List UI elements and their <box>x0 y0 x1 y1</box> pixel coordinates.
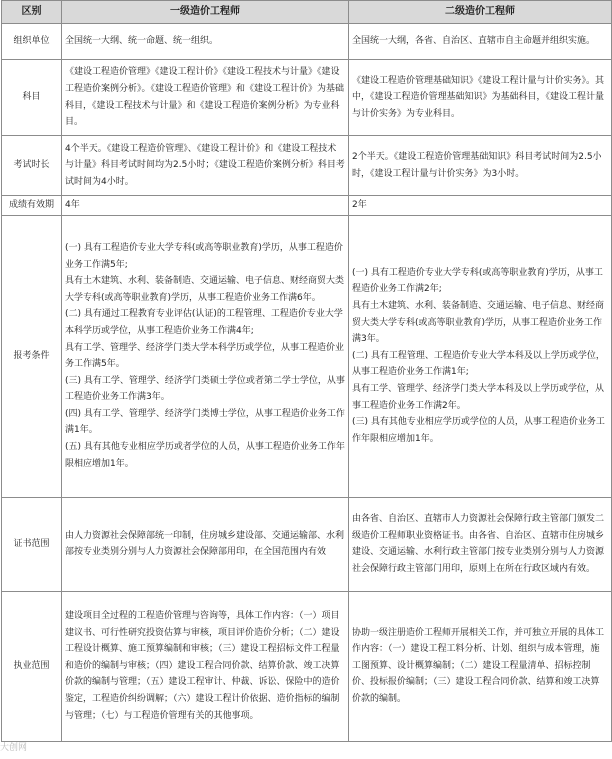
header-difference: 区别 <box>2 1 62 24</box>
level2-cell: 《建设工程造价管理基础知识》《建设工程计量与计价实务》。其中，《建设工程造价管理基础知识》为基础科目，《建设工程计量与计价实务》为专业科目。 <box>349 60 612 136</box>
table-row-eligibility <box>2 215 612 497</box>
table-row-certificate-scope <box>2 497 612 591</box>
row-label: 证书范围 <box>2 497 62 591</box>
level2-cell: 由各省、自治区、直辖市人力资源社会保障行政主管部门颁发二级造价工程师职业资格证书。由各省、自治区、直辖市住房城乡建设、交通运输、水利行政主管部门按专业类别分别与人力资源社会保障行政主管部门用印，原则上在所在行政区域内有效。 <box>349 497 612 591</box>
table-row-practice-scope <box>2 591 612 741</box>
comparison-table-wrapper <box>1 0 611 742</box>
level1-cell: (一) 具有工程造价专业大学专科(或高等职业教育)学历，从事工程造价业务工作满5年; 具有土木建筑、水利、装备制造、交通运输、电子信息、财经商贸大类大学专科(或高等职业教育)学历，从事工程造价业务工作满6年。 (二) 具有通过工程教育专业评估(认证)的工程管理、工程造价专业大学本科学历或学位，从事工程造价业务工作满4年; 具有工学、管理学、经济学门类大学本科学历或学位，从事工程造价业务工作满5年。 (三) 具有工学、管理学、经济学门类硕士学位或者第二学士学位，从事工程造价业务工作满3年。 (四) 具有工学、管理学、经济学门类博士学位，从事工程造价业务工作满1年。 (五) 具有其他专业相应学历或者学位的人员，从事工程造价业务工作年限相应增加1年。 <box>62 215 349 497</box>
header-level1-engineer: 一级造价工程师 <box>62 1 349 24</box>
level1-cell: 由人力资源社会保障部统一印制，住房城乡建设部、交通运输部、水利部按专业类别分别与人力资源社会保障部用印，在全国范围内有效 <box>62 497 349 591</box>
level2-cell: 2个半天。《建设工程造价管理基础知识》科目考试时间为2.5小时，《建设工程计量与计价实务》为3小时。 <box>349 136 612 196</box>
level1-cell: 4年 <box>62 196 349 216</box>
table-row-organizer <box>2 24 612 60</box>
table-row-validity <box>2 196 612 216</box>
level2-cell: 2年 <box>349 196 612 216</box>
level1-cell: 建设项目全过程的工程造价管理与咨询等，具体工作内容：（一）项目建议书、可行性研究投资估算与审核，项目评价造价分析；（二）建设工程设计概算、施工预算编制和审核；（三）建设工程招标文件工程量和造价的编制与审核；（四）建设工程合同价款、结算价款、竣工决算价款的编制与管理；（五）建设工程审计、仲裁、诉讼、保险中的造价鉴定，工程造价纠纷调解；（六）建设工程计价依据、造价指标的编制与管理；（七）与工程造价管理有关的其他事项。 <box>62 591 349 741</box>
level1-cell: 4个半天。《建设工程造价管理》、《建设工程计价》和《建设工程技术与计量》科目考试时间均为2.5小时；《建设工程造价案例分析》科目考试时间为4小时。 <box>62 136 349 196</box>
row-label: 报考条件 <box>2 215 62 497</box>
table-row-exam-duration <box>2 136 612 196</box>
table-header-row <box>2 1 612 24</box>
row-label: 执业范围 <box>2 591 62 741</box>
row-label: 成绩有效期 <box>2 196 62 216</box>
level1-cell: 全国统一大纲、统一命题、统一组织。 <box>62 24 349 60</box>
watermark-text: 大创网 <box>0 743 28 753</box>
row-label: 科目 <box>2 60 62 136</box>
level2-cell: 协助一级注册造价工程师开展相关工作，并可独立开展的具体工作内容：（一）建设工程工料分析、计划、组织与成本管理，施工图预算、设计概算编制；（二）建设工程量清单、招标控制价、投标报价编制；（三）建设工程合同价款、结算和竣工决算价款的编制。 <box>349 591 612 741</box>
header-level2-engineer: 二级造价工程师 <box>349 1 612 24</box>
comparison-table <box>1 0 612 742</box>
level2-cell: 全国统一大纲，各省、自治区、直辖市自主命题并组织实施。 <box>349 24 612 60</box>
table-row-subjects <box>2 60 612 136</box>
level1-cell: 《建设工程造价管理》《建设工程计价》《建设工程技术与计量》《建设工程造价案例分析》。《建设工程造价管理》和《建设工程计价》为基础科目，《建设工程技术与计量》和《建设工程造价案例分析》为专业科目。 <box>62 60 349 136</box>
level2-cell: (一) 具有工程造价专业大学专科(或高等职业教育)学历，从事工程造价业务工作满2年; 具有土木建筑、水利、装备制造、交通运输、电子信息、财经商贸大类大学专科(或高等职业教育)学历，从事工程造价业务工作满3年。 (二) 具有工程管理、工程造价专业大学本科及以上学历或学位，从事工程造价业务工作满1年; 具有工学、管理学、经济学门类大学本科及以上学历或学位，从事工程造价业务工作满2年。 (三) 具有其他专业相应学历或学位的人员，从事工程造价业务工作年限相应增加1年。 <box>349 215 612 497</box>
row-label: 考试时长 <box>2 136 62 196</box>
row-label: 组织单位 <box>2 24 62 60</box>
